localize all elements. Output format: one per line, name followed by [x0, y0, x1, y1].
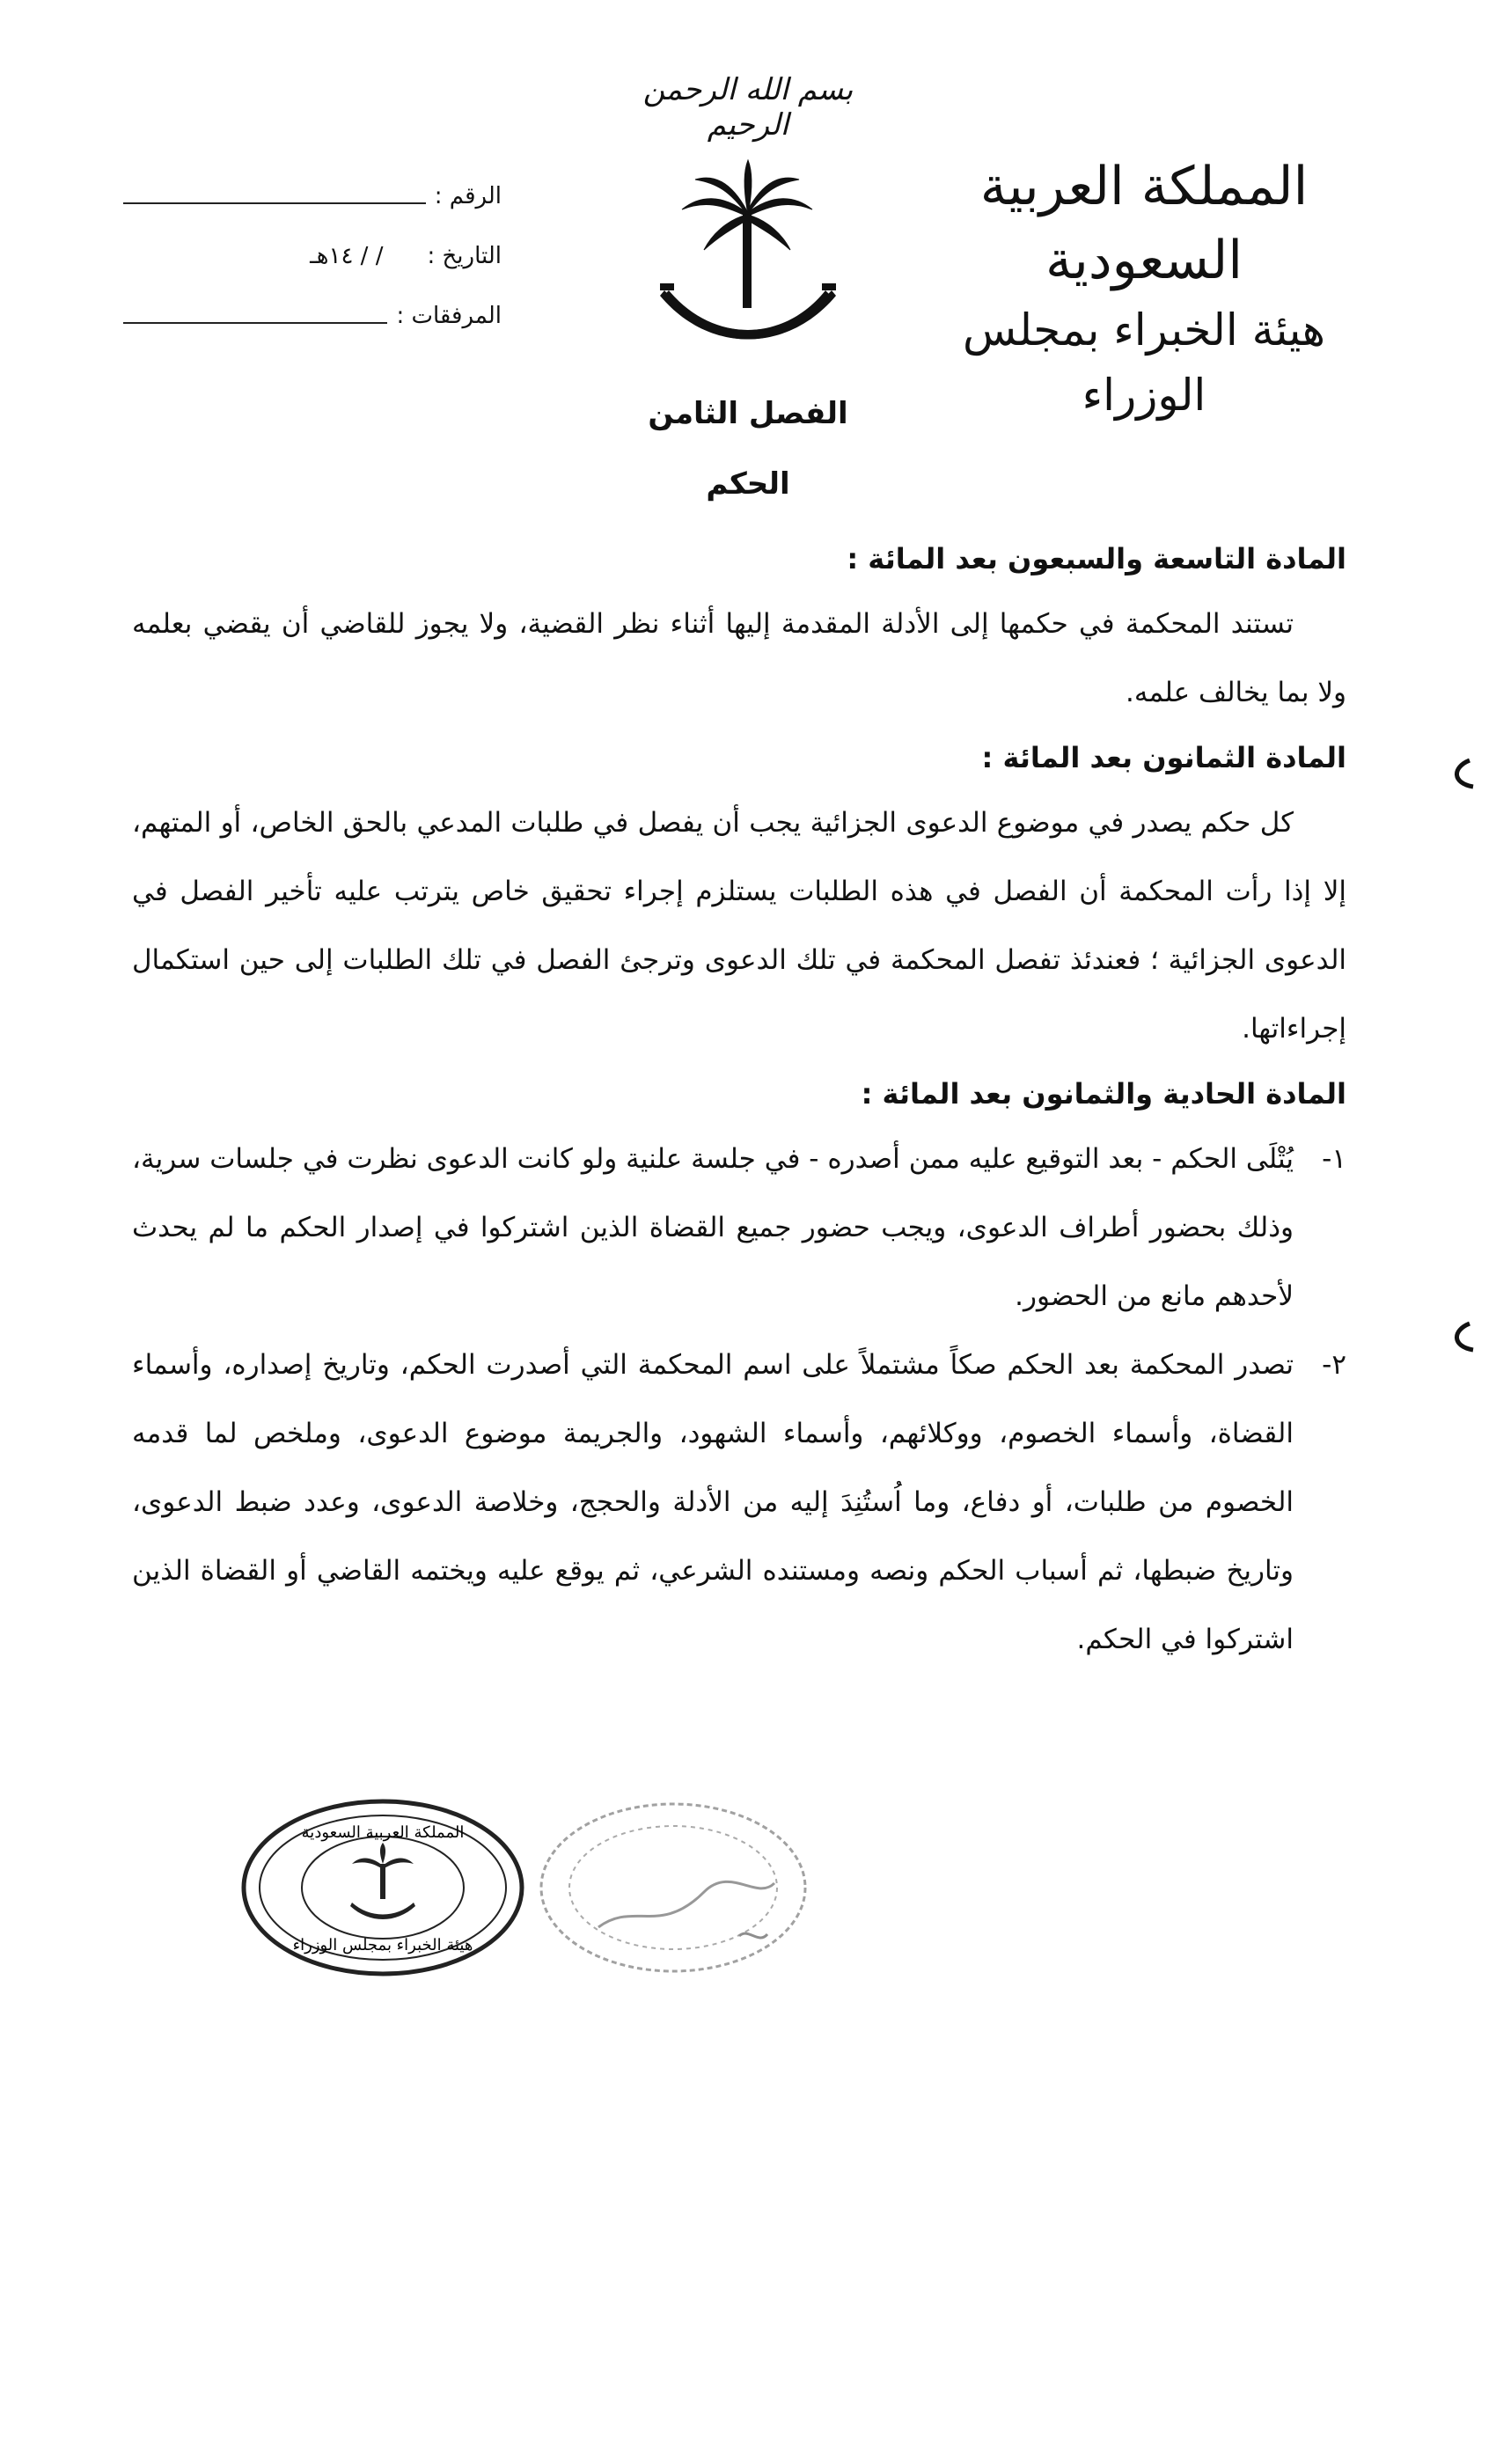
margin-mark-icon: [1443, 1320, 1478, 1355]
article-181-item-1: [132, 1125, 1346, 1331]
item-number: ١-: [1322, 1143, 1346, 1175]
number-label: الرقم :: [434, 183, 502, 209]
item-number: ٢-: [1322, 1349, 1346, 1381]
item-text: تصدر المحكمة بعد الحكم صكاً مشتملاً على اسم المحكمة التي أصدرت الحكم، وتاريخ إصداره، وأسماء القضاة، وأسماء الخصوم، ووكلائهم، وأسماء الشهود، والجريمة موضوع الدعوى، وملخص لما قدمه الخصوم من طلبات، أو دفاع، وما اُستُنِدَ إليه من الأدلة والحجج، وخلاصة الدعوى، وعدد ضبط الدعوى، وتاريخ ضبطها، ثم أسباب الحكم ونصه ومستنده الشرعي، ثم يوقع عليه ويختمه القاضي أو القضاة الذين اشتركوا في الحكم.: [132, 1349, 1294, 1655]
article-181-heading: المادة الحادية والثمانون بعد المائة :: [861, 1077, 1346, 1111]
attachments-row: [123, 269, 502, 329]
attachments-line: [123, 301, 387, 324]
chapter-title: الفصل الثامن: [648, 396, 848, 431]
document-body: [132, 528, 1346, 1674]
article-179-text: تستند المحكمة في حكمها إلى الأدلة المقدمة إليها أثناء نظر القضية، ولا يجوز للقاضي أن يقضي بعلمه ولا بما يخالف علمه.: [132, 608, 1346, 708]
org-name-line1: المملكة العربية السعودية: [979, 156, 1309, 291]
basmala: بسم الله الرحمن الرحيم: [642, 72, 854, 143]
date-row: [123, 209, 502, 269]
official-seal-stamp: [238, 1795, 528, 1980]
chapter-subtitle: الحكم: [706, 466, 790, 502]
item-text: يُتْلَى الحكم - بعد التوقيع عليه ممن أصدره - في جلسة علنية ولو كانت الدعوى نظرت في جلسات سرية، وذلك بحضور أطراف الدعوى، ويجب حضور جميع القضاة الذين اشتركوا في إصدار الحكم ما لم يحدث لأحدهم مانع من الحضور.: [132, 1143, 1294, 1312]
faded-seal-stamp: [528, 1795, 818, 1980]
stamp-bottom-text: هيئة الخبراء بمجلس الوزراء: [292, 1936, 473, 1954]
article-180-heading: المادة الثمانون بعد المائة :: [981, 741, 1346, 774]
article-181-item-2: [132, 1331, 1346, 1674]
organization-header: [915, 150, 1373, 428]
org-name-line2: هيئة الخبراء بمجلس الوزراء: [962, 304, 1325, 421]
margin-mark-icon: [1443, 757, 1478, 792]
article-180-text: كل حكم يصدر في موضوع الدعوى الجزائية يجب أن يفصل في طلبات المدعي بالحق الخاص، أو المتهم، إلا إذا رأت المحكمة أن الفصل في هذه الطلبات يستلزم إجراء تحقيق خاص يترتب عليه تأخير الفصل في الدعوى الجزائية ؛ فعندئذ تفصل المحكمة في تلك الدعوى وترجئ الفصل في تلك الطلبات إلى حين استكمال إجراءاتها.: [132, 807, 1346, 1045]
saudi-emblem-icon: [634, 158, 862, 370]
date-label: التاريخ :: [427, 243, 502, 269]
number-row: [123, 150, 502, 209]
date-value: / / ١٤هـ: [310, 243, 384, 269]
article-179-heading: المادة التاسعة والسبعون بعد المائة :: [847, 542, 1346, 576]
attachments-label: المرفقات :: [396, 303, 502, 329]
stamp-top-text: المملكة العربية السعودية: [301, 1823, 465, 1842]
number-line: [123, 181, 426, 204]
reference-block: [123, 150, 502, 329]
